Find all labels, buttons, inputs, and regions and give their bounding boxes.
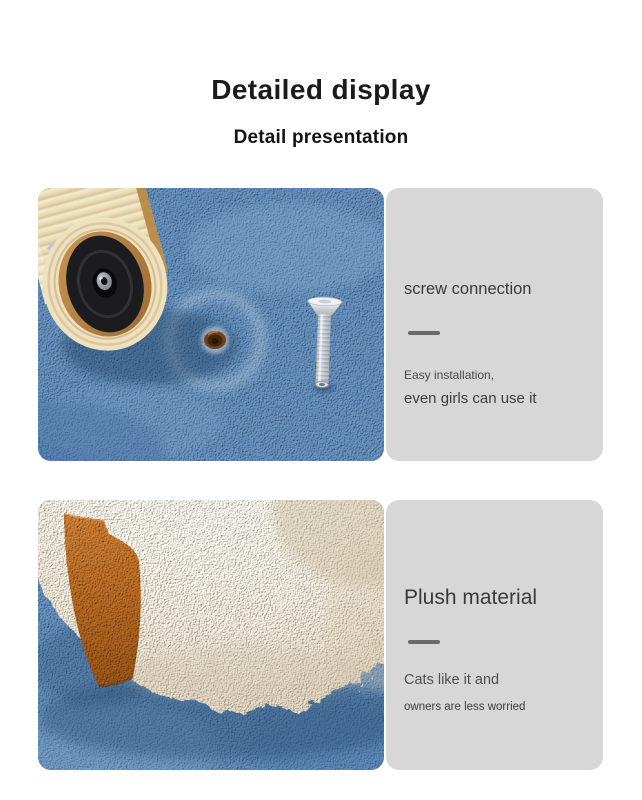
plush-material-illustration — [38, 500, 384, 770]
page-title: Detailed display — [211, 73, 431, 105]
divider-dash — [408, 331, 440, 335]
detail-panel-plush — [386, 500, 603, 770]
panel-title: screw connection — [404, 280, 532, 298]
panel-line-1: Easy installation, — [404, 368, 495, 382]
plush-material-photo — [38, 500, 384, 770]
page-subtitle: Detail presentation — [233, 127, 409, 148]
panel-line-2: owners are less worried — [404, 701, 526, 713]
screw-connection-illustration — [38, 188, 384, 461]
panel-title: Plush material — [404, 586, 538, 609]
screw-hole — [201, 326, 229, 354]
screw-connection-photo — [38, 188, 384, 461]
panel-line-2: even girls can use it — [404, 390, 537, 407]
detail-panel-screw — [386, 188, 603, 461]
panel-line-1: Cats like it and — [404, 672, 500, 688]
divider-dash — [408, 640, 440, 644]
